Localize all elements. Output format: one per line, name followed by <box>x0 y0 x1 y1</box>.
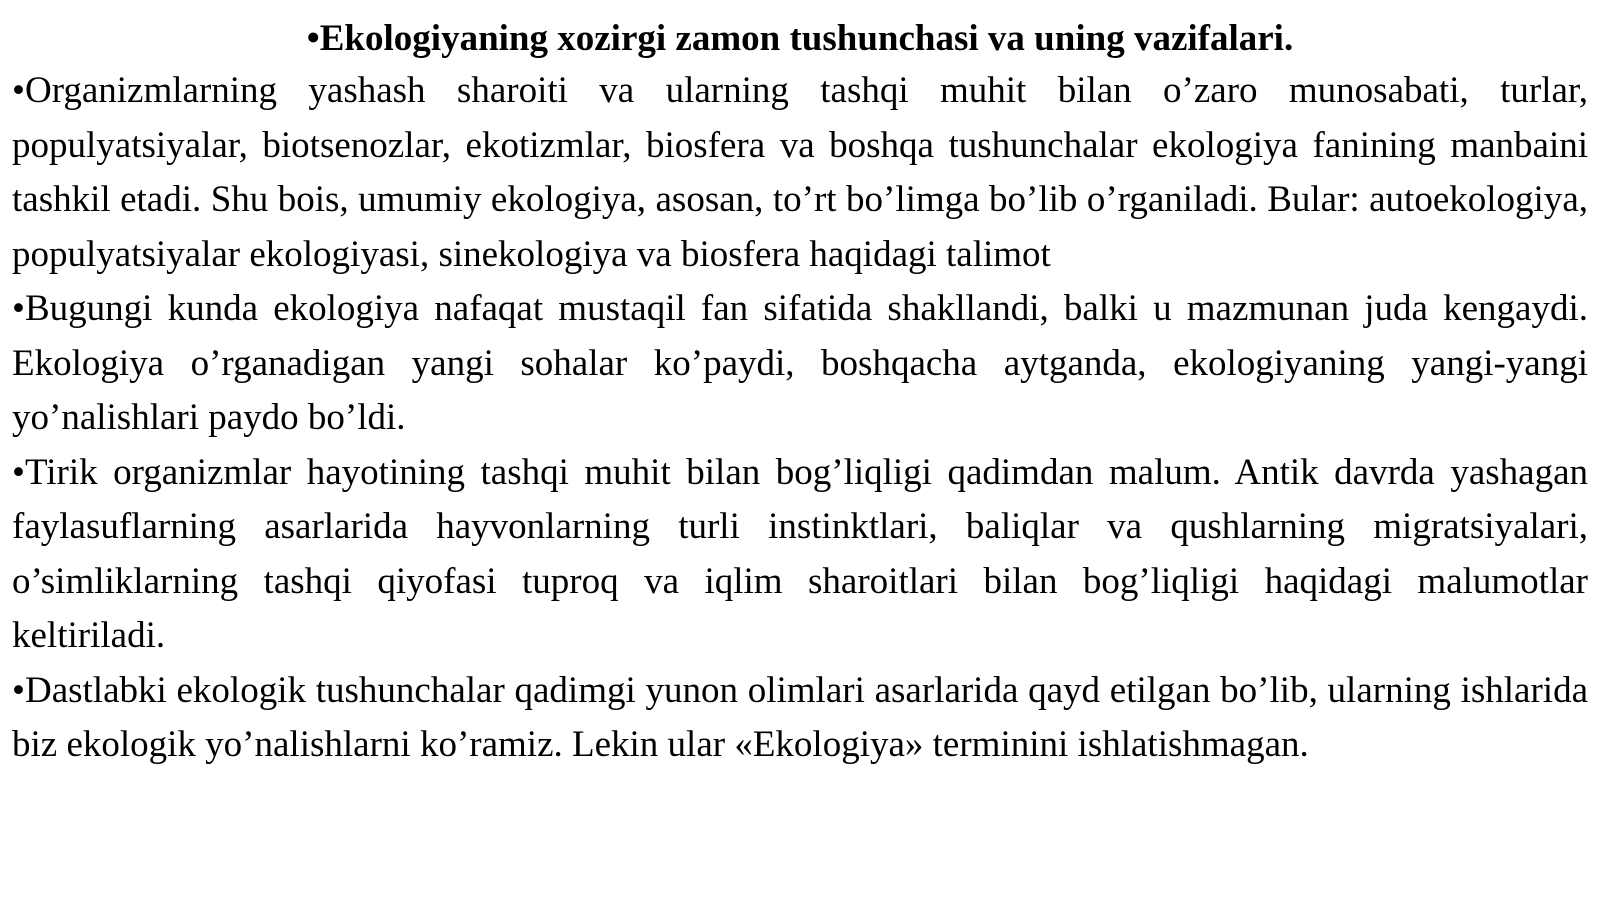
slide-content <box>12 14 1588 773</box>
paragraph-early-concepts <box>12 664 1588 773</box>
paragraph-organisms <box>12 64 1588 282</box>
paragraph-today <box>12 282 1588 446</box>
bullet-marker: • <box>12 451 25 493</box>
paragraph-text: Organizmlarning yashash sharoiti va ularning tashqi muhit bilan o’zaro munosabati, turlar, populyatsiyalar, biotsenozlar, ekotizmlar, biosfera va boshqa tushunchalar ekologiya fanining manbaini tashkil etadi. Shu bois, umumiy ekologiya, asosan, to’rt bo’limga bo’lib o’rganiladi. Bular: autoekologiya, populyatsiyalar ekologiyasi, sinekologiya va biosfera haqidagi talimot <box>12 70 1588 275</box>
bullet-marker: • <box>12 288 25 329</box>
paragraph-text: Bugungi kunda ekologiya nafaqat mustaqil fan sifatida shakllandi, balki u mazmunan juda kengaydi. Ekologiya o’rganadigan yangi sohalar ko’paydi, boshqacha aytganda, ekologiyaning yangi-yangi yo’nalishlari paydo bo’ldi. <box>12 288 1588 438</box>
paragraph-text: Dastlabki ekologik tushunchalar qadimgi yunon olimlari asarlarida qayd etilgan bo’lib, ularning ishlarida biz ekologik yo’nalishlarni ko’ramiz. Lekin ular «Ekologiya» terminini ishlatishmagan. <box>12 669 1588 765</box>
paragraph-text: Tirik organizmlar hayotining tashqi muhit bilan bog’liqligi qadimdan malum. Antik davrda yashagan faylasuflarning asarlarida hayvonlarning turli instinktlari, baliqlar va qushlarning migratsiyalari, o’simliklarning tashqi qiyofasi tuproq va iqlim sharoitlari bilan bog’liqligi haqidagi malumotlar keltiriladi. <box>12 451 1588 656</box>
slide-title-text: Ekologiyaning xozirgi zamon tushunchasi va uning vazifalari. <box>319 18 1294 59</box>
paragraph-living-organisms <box>12 446 1588 664</box>
bullet-marker: • <box>306 18 320 59</box>
bullet-marker: • <box>12 70 25 111</box>
slide-title <box>12 14 1588 64</box>
bullet-marker: • <box>12 669 25 711</box>
